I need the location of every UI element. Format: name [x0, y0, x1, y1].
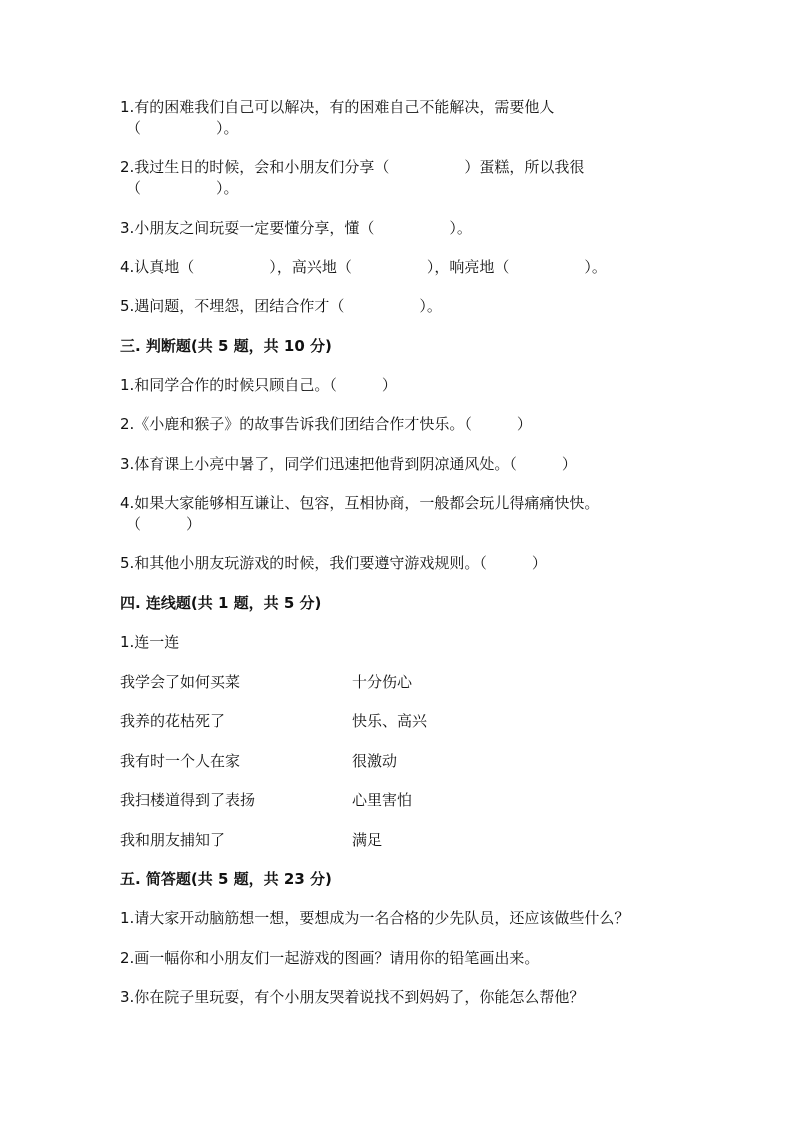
matching-right-item: 很激动: [352, 752, 398, 770]
judge-question-1: 1.和同学合作的时候只顾自己。（ ）: [120, 376, 397, 394]
matching-right-item: 十分伤心: [352, 673, 413, 691]
judge-question-2: 2.《小鹿和猴子》的故事告诉我们团结合作才快乐。（ ）: [120, 415, 532, 433]
short-answer-question-1: 1.请大家开动脑筋想一想，要想成为一名合格的少先队员，还应该做些什么？: [120, 909, 630, 927]
section-heading-short-answer: 五. 简答题(共 5 题，共 23 分): [120, 870, 332, 888]
matching-right-item: 满足: [352, 831, 383, 849]
matching-question: 1.连一连: [120, 633, 180, 651]
matching-left-item: 我学会了如何买菜: [120, 673, 241, 691]
section-heading-matching: 四. 连线题(共 1 题，共 5 分): [120, 594, 322, 612]
fill-in-question-4: 4.认真地（ ），高兴地（ ），响亮地（ ）。: [120, 258, 607, 276]
matching-right-item: 心里害怕: [352, 791, 413, 809]
fill-in-question-2: 2.我过生日的时候，会和小朋友们分享（ ）蛋糕，所以我很: [120, 158, 585, 176]
matching-right-item: 快乐、高兴: [352, 712, 428, 730]
matching-left-item: 我有时一个人在家: [120, 752, 241, 770]
fill-in-question-2-blank: （ ）。: [126, 179, 239, 197]
short-answer-question-2: 2.画一幅你和小朋友们一起游戏的图画？请用你的铅笔画出来。: [120, 949, 540, 967]
judge-question-4: 4.如果大家能够相互谦让、包容，互相协商，一般都会玩儿得痛痛快快。: [120, 494, 600, 512]
matching-left-item: 我养的花枯死了: [120, 712, 226, 730]
matching-left-item: 我和朋友捕知了: [120, 831, 226, 849]
section-heading-judge: 三. 判断题(共 5 题，共 10 分): [120, 337, 332, 355]
fill-in-question-1: 1.有的困难我们自己可以解决，有的困难自己不能解决，需要他人: [120, 98, 555, 116]
judge-question-5: 5.和其他小朋友玩游戏的时候，我们要遵守游戏规则。（ ）: [120, 554, 547, 572]
fill-in-question-3: 3.小朋友之间玩耍一定要懂分享，懂（ ）。: [120, 219, 472, 237]
short-answer-question-3: 3.你在院子里玩耍，有个小朋友哭着说找不到妈妈了，你能怎么帮他？: [120, 988, 585, 1006]
fill-in-question-1-blank: （ ）。: [126, 119, 239, 137]
fill-in-question-5: 5.遇问题，不埋怨，团结合作才（ ）。: [120, 297, 442, 315]
judge-question-4-blank: （ ）: [126, 515, 202, 533]
matching-left-item: 我扫楼道得到了表扬: [120, 791, 256, 809]
judge-question-3: 3.体育课上小亮中暑了，同学们迅速把他背到阴凉通风处。（ ）: [120, 455, 577, 473]
